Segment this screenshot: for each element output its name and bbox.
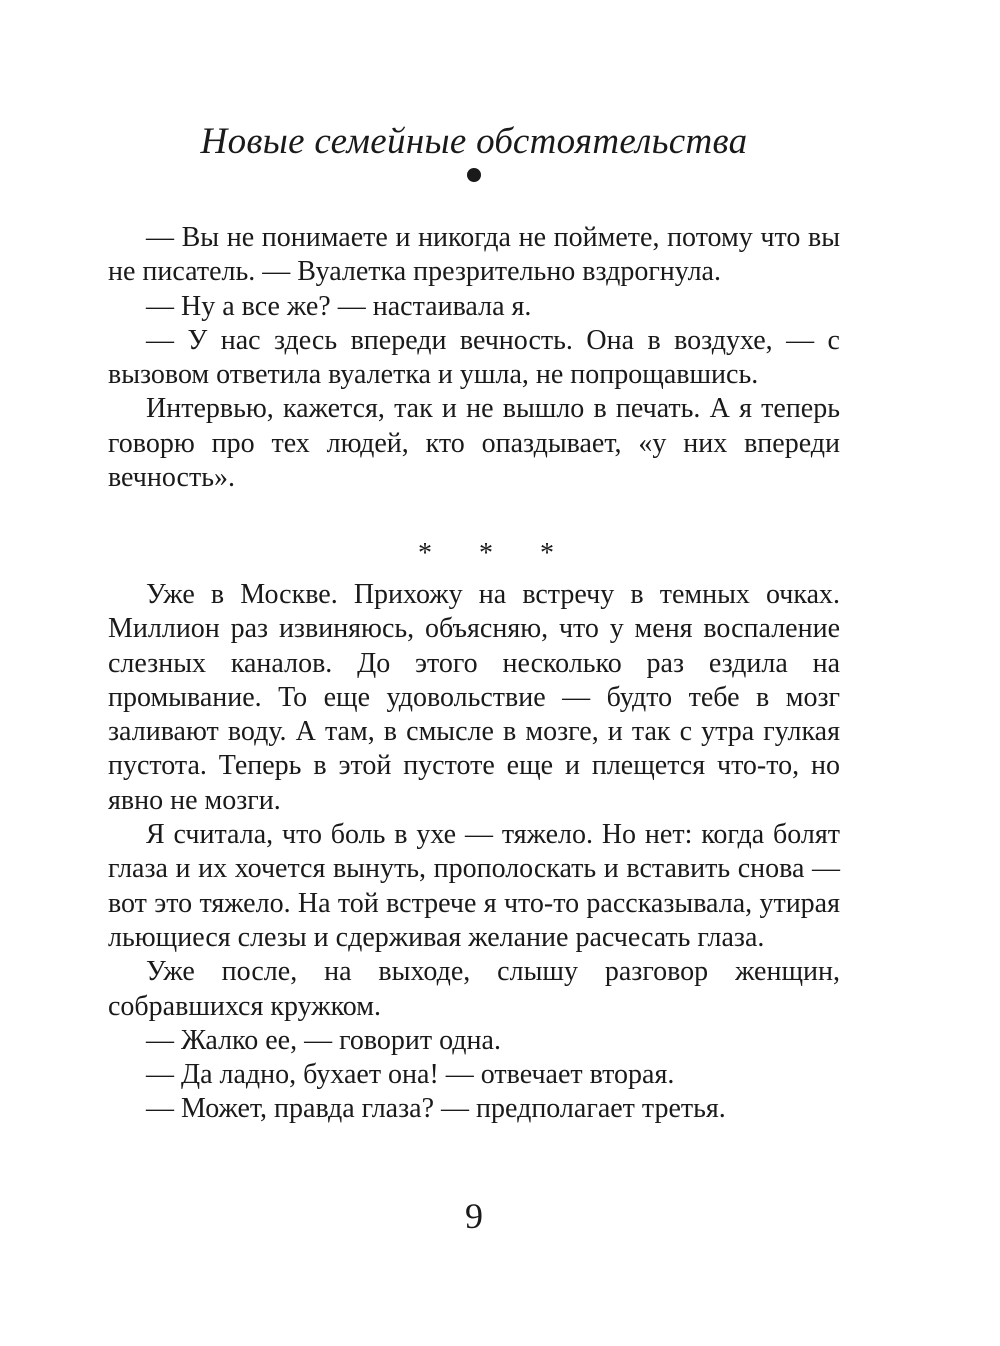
paragraph: — Ну а все же? — настаивала я. [146,290,532,322]
paragraph: — Жалко ее, — говорит одна. [146,1024,501,1056]
running-head: Новые семейные обстоятельства [200,121,748,162]
paragraph: Я считала, что боль в ухе — тяжело. Но нет: когда болят глаза и их хочется вынуть, прополоскать и вставить снова — вот это тяжело. На той встрече я что-то рассказывала, утирая льющиеся слезы и сдерживая желание расчесать глаза. [108,819,840,953]
paragraph: — Вы не понимаете и никогда не поймете, потому что вы не писатель. — Вуалетка презрительно вздрогнула. [108,222,840,288]
paragraph: — У нас здесь впереди вечность. Она в воздухе, — с вызовом ответила вуалетка и ушла, не попрощавшись. [108,324,840,391]
page-number: 9 [465,1196,483,1236]
paragraph: Уже после, на выходе, слышу разговор женщин, собравшихся кружком. [108,956,840,1022]
paragraph: Интервью, кажется, так и не вышло в печать. А я теперь говорю про тех людей, кто опаздывает, «у них впереди вечность». [108,393,840,494]
bullet-ornament [467,168,481,182]
paragraph: Уже в Москве. Прихожу на встречу в темных очках. Миллион раз извиняюсь, объясняю, что у меня воспаление слезных каналов. До этого несколько раз ездила на промывание. То еще удовольствие — будто тебе в мозг заливают воду. А там, в смысле в мозге, и так с утра гулкая пустота. Теперь в этой пустоте еще и плещется что-то, но явно не мозги. [108,579,840,816]
text-block-1 [108,221,840,495]
text-block-2 [108,578,840,1127]
paragraph: — Да ладно, бухает она! — отвечает вторая. [146,1059,675,1091]
section-break-asterism: * * * [418,538,574,569]
paragraph: — Может, правда глаза? — предполагает третья. [146,1093,726,1125]
